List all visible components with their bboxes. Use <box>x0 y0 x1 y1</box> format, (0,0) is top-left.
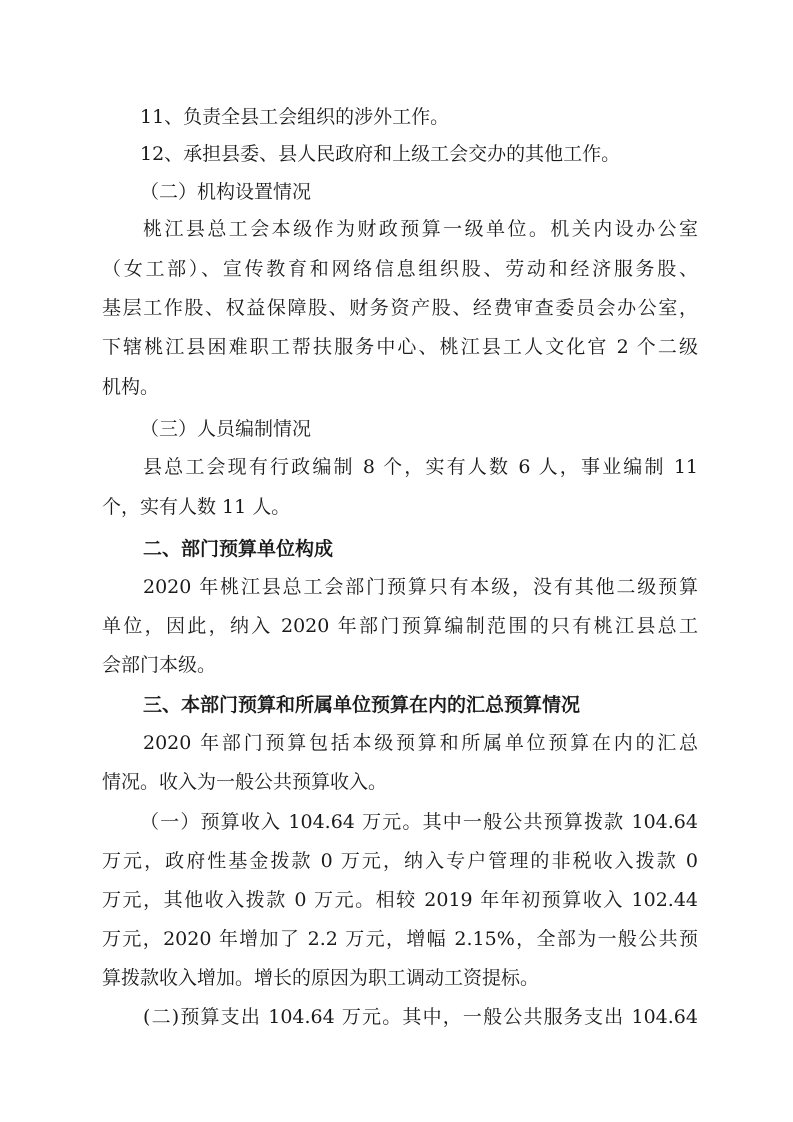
text-line-18: 情况。收入为一般公共预算收入。 <box>102 771 388 793</box>
text-line-10: 县总工会现有行政编制 8 个，实有人数 6 人，事业编制 11 <box>143 456 698 478</box>
text-line-1: 11、负责全县工会组织的涉外工作。 <box>140 106 450 128</box>
text-line-2: 12、承担县委、县人民政府和上级工会交办的其他工作。 <box>140 143 621 165</box>
section-heading-budget-units: 二、部门预算单位构成 <box>143 538 334 560</box>
text-line-14: 单位，因此，纳入 2020 年部门预算编制范围的只有桃江县总工 <box>102 615 698 637</box>
text-line-11: 个，实有人数 11 人。 <box>102 496 291 518</box>
text-line-6: 基层工作股、权益保障股、财务资产股、经费审查委员会办公室， <box>102 297 698 319</box>
section-heading-summary-budget: 三、本部门预算和所属单位预算在内的汇总预算情况 <box>143 694 581 716</box>
section-heading-structure: （二）机构设置情况 <box>140 181 312 203</box>
text-line-7: 下辖桃江县困难职工帮扶服务中心、桃江县工人文化官 2 个二级 <box>102 336 698 358</box>
text-line-8: 机构。 <box>102 376 160 398</box>
text-line-22: 万元，2020 年增加了 2.2 万元，增幅 2.15%，全部为一般公共预 <box>102 928 698 950</box>
text-line-20: 万元，政府性基金拨款 0 万元，纳入专户管理的非税收入拨款 0 <box>102 850 698 872</box>
text-line-24: (二)预算支出 104.64 万元。其中，一般公共服务支出 104.64 <box>143 1006 698 1028</box>
text-line-5: （女工部）、宣传教育和网络信息组织股、劳动和经济服务股、 <box>102 258 698 280</box>
text-line-21: 万元，其他收入拨款 0 万元。相较 2019 年年初预算收入 102.44 <box>102 889 698 911</box>
text-line-17: 2020 年部门预算包括本级预算和所属单位预算在内的汇总 <box>143 732 698 754</box>
text-line-15: 会部门本级。 <box>102 654 217 676</box>
text-line-19: （一）预算收入 104.64 万元。其中一般公共预算拨款 104.64 <box>140 811 698 833</box>
section-heading-staffing: （三）人员编制情况 <box>140 418 312 440</box>
text-line-4: 桃江县总工会本级作为财政预算一级单位。机关内设办公室 <box>143 218 698 240</box>
text-line-13: 2020 年桃江县总工会部门预算只有本级，没有其他二级预算 <box>143 576 698 598</box>
text-line-23: 算拨款收入增加。增长的原因为职工调动工资提标。 <box>102 967 540 989</box>
